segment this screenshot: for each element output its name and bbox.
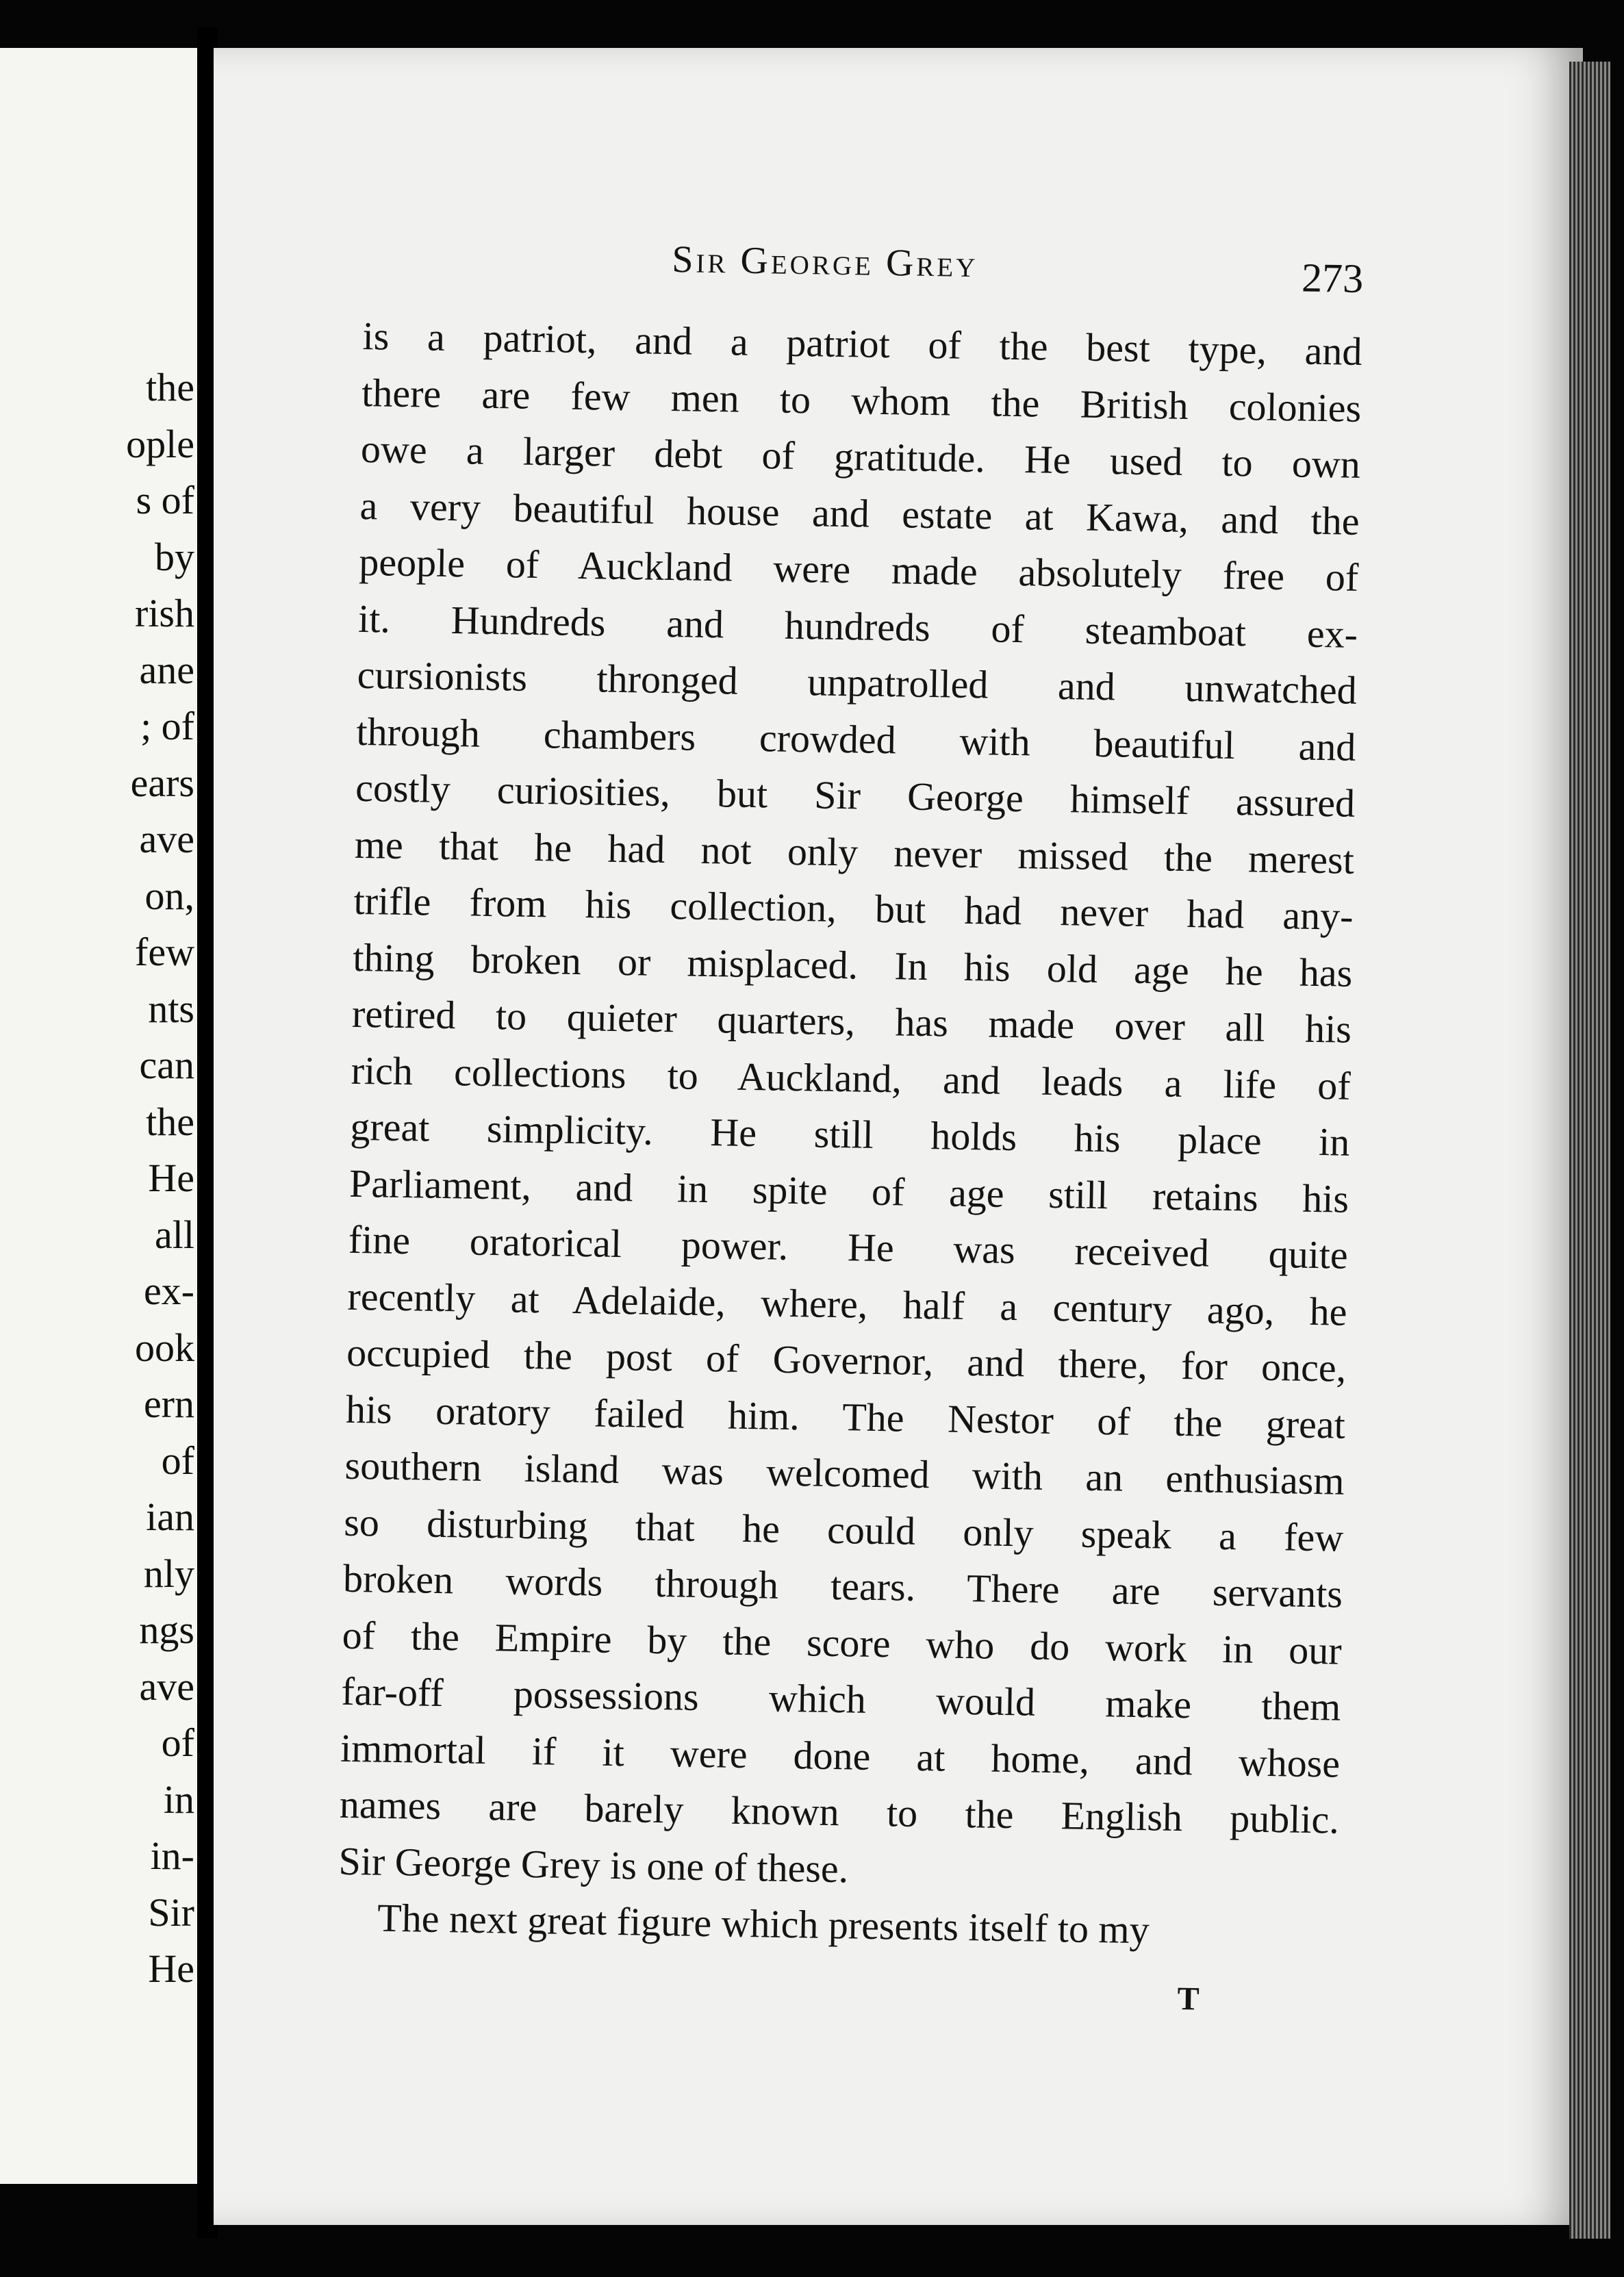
left-fragment: ngs <box>139 1607 194 1652</box>
left-fragment: ian <box>146 1494 194 1539</box>
left-fragment: by <box>155 534 194 579</box>
left-fragment: s of <box>136 478 194 522</box>
left-fragment: ave <box>139 1664 194 1709</box>
left-fragment: ople <box>126 421 194 466</box>
left-fragment: ex- <box>143 1269 194 1313</box>
text-line: rich collections to Auckland, and leads a life of <box>351 1047 1352 1108</box>
left-fragment: can <box>139 1043 194 1087</box>
text-line: me that he had not only never missed the merest <box>354 822 1355 882</box>
left-fragment: rish <box>135 591 194 635</box>
text-line: recently at Adelaide, where, half a century ago, he <box>347 1273 1347 1334</box>
left-page-text <box>0 359 199 1998</box>
left-fragment: of <box>161 1438 194 1483</box>
left-facing-page <box>0 48 199 2184</box>
page-edges <box>1569 62 1610 2239</box>
text-line: his oratory failed him. The Nestor of the great <box>345 1386 1346 1447</box>
left-fragment: on, <box>144 873 194 918</box>
left-fragment: ; of <box>140 704 194 748</box>
text-line: a very beautiful house and estate at Kawa, and the <box>359 483 1360 544</box>
text-line: Sir George Grey is one of these. <box>338 1838 849 1891</box>
text-line: there are few men to whom the British colonies <box>361 370 1362 431</box>
left-fragment: He <box>148 1946 194 1991</box>
text-line: broken words through tears. There are servants <box>342 1555 1343 1616</box>
left-fragment: the <box>146 365 194 409</box>
page-number: 273 <box>1301 255 1364 301</box>
left-fragment: in <box>163 1777 194 1822</box>
text-line: thing broken or misplaced. In his old age he has <box>352 934 1353 995</box>
text-line: costly curiosities, but Sir George himself assured <box>355 765 1356 826</box>
left-fragment: nly <box>143 1551 194 1596</box>
text-line: names are barely known to the English public. <box>339 1781 1340 1842</box>
text-line: fine oratorical power. He was received quite <box>348 1217 1349 1277</box>
text-line: southern island was welcomed with an enthusiasm <box>344 1442 1345 1503</box>
left-fragment: ern <box>143 1382 194 1426</box>
left-fragment: the <box>146 1099 194 1144</box>
text-line: through chambers crowded with beautiful and <box>356 709 1356 769</box>
text-line: is a patriot, and a patriot of the best type, and <box>362 313 1362 374</box>
text-line: great simplicity. He still holds his place in <box>349 1104 1350 1165</box>
left-fragment: of <box>161 1720 194 1765</box>
left-fragment: ave <box>139 817 194 861</box>
text-line: it. Hundreds and hundreds of steamboat ex- <box>357 596 1358 657</box>
text-line: cursionists thronged unpatrolled and unwatched <box>357 652 1358 713</box>
left-fragment: nts <box>148 986 194 1031</box>
text-line: far-off possessions which would make them <box>341 1668 1341 1729</box>
running-head-title: Sir George Grey <box>671 238 978 286</box>
text-line: so disturbing that he could only speak a few <box>343 1499 1344 1560</box>
left-fragment: He <box>148 1156 194 1200</box>
page-text-block <box>336 233 1363 2020</box>
text-line: people of Auckland were made absolutely free of <box>358 539 1359 600</box>
text-line: owe a larger debt of gratitude. He used to own <box>360 426 1361 487</box>
text-line: of the Empire by the score who do work in our <box>342 1612 1343 1673</box>
text-line: immortal if it were done at home, and whose <box>340 1725 1341 1786</box>
text-line: Parliament, and in spite of age still retains his <box>348 1160 1349 1221</box>
text-line: The next great figure which presents itself to my <box>377 1895 1150 1952</box>
left-fragment: in- <box>150 1833 194 1878</box>
left-fragment: ook <box>135 1325 194 1370</box>
left-fragment: ears <box>130 760 194 805</box>
running-head <box>363 233 1364 324</box>
left-fragment: all <box>155 1212 194 1257</box>
text-line: retired to quieter quarters, has made over all his <box>351 991 1352 1052</box>
text-line: trifle from his collection, but had never had any- <box>353 878 1354 939</box>
text-line: occupied the post of Governor, and there, for once, <box>346 1330 1347 1390</box>
right-page <box>214 48 1583 2225</box>
left-fragment: few <box>135 930 194 974</box>
left-fragment: ane <box>139 647 194 692</box>
signature-mark: T <box>1177 1980 1200 2017</box>
left-fragment: Sir <box>148 1890 194 1935</box>
